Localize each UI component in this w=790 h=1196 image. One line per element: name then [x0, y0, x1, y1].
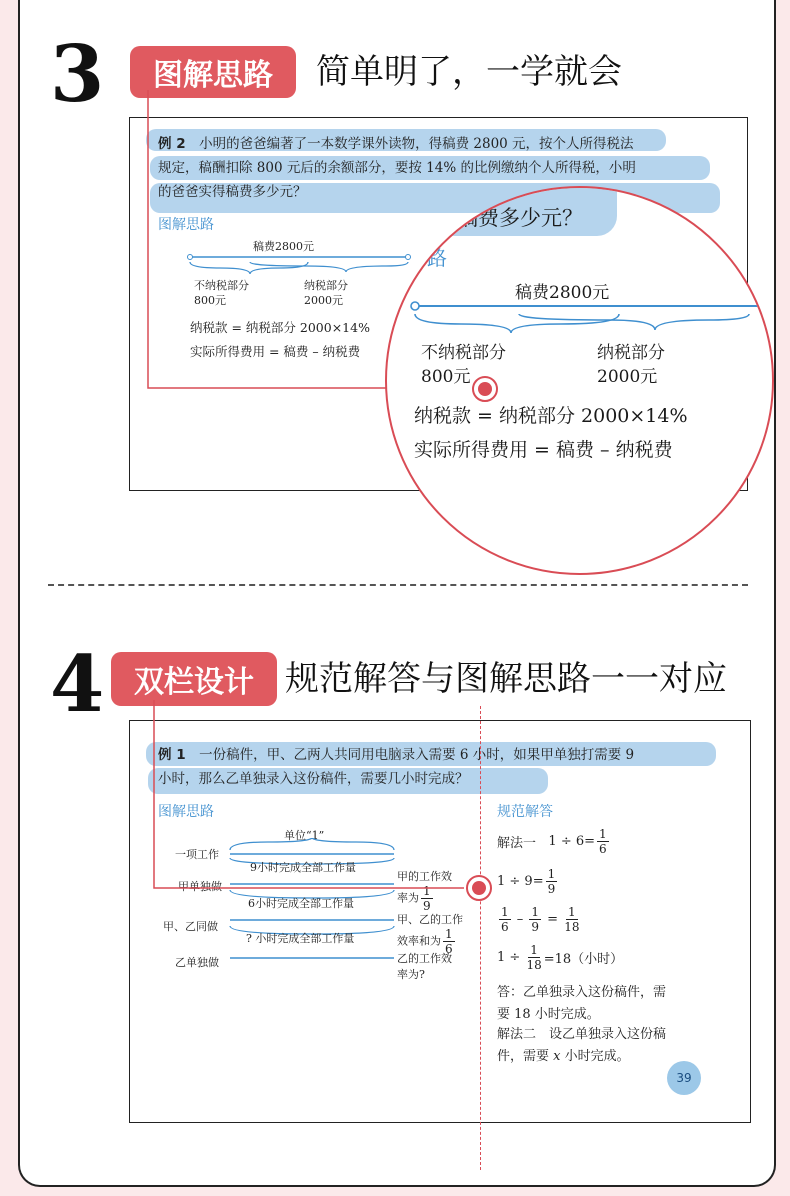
row-bar-label-unknown: ? 小时完成全部工作量 [246, 932, 355, 945]
solution-step-4: 1 ÷ $\frac{1}{18}$ =18（小时） [497, 943, 624, 972]
diagram-total-label: 稿费2800元 [253, 240, 314, 253]
zoom-left-label: 不纳税部分 [421, 343, 506, 363]
column-divider [480, 706, 481, 1170]
diagram-subheading: 图解思路 [158, 217, 214, 233]
example-line: 小明的爸爸编著了一本数学课外读物，得稿费 2800 元，按个人所得税法 [199, 136, 634, 152]
example-line: 的爸爸实得稿费多少元？ [158, 184, 307, 200]
zoom-subheading-fragment: 路 [427, 246, 447, 270]
zoom-pointer-dot-icon [471, 375, 499, 403]
solution-answer: 答：乙单独录入这份稿件，需 要 18 小时完成。 [497, 985, 667, 1022]
section-3-number: 3 [50, 29, 105, 120]
row-bar-label-6h: 6小时完成全部工作量 [248, 897, 354, 910]
zoom-question-fragment: 稿费多少元？ [457, 206, 583, 230]
right-segment-label: 纳税部分 [304, 279, 348, 292]
tag-connector-line [150, 700, 480, 895]
zoom-right-label: 纳税部分 [597, 343, 665, 363]
example-line: 小时，那么乙单独录入这份稿件，需要几小时完成？ [158, 771, 469, 787]
zoom-formula-tax: 纳税款 = 纳税部分 2000×14% [414, 405, 688, 427]
section-3-headline: 简单明了，一学就会 [316, 52, 622, 92]
zoom-magnifier [385, 186, 774, 575]
formula-tax: 纳税款 = 纳税部分 2000×14% [190, 320, 370, 335]
row-label-jia-alone: 甲单独做 [178, 880, 222, 893]
solution-step-3: $\frac{1}{6}$ – $\frac{1}{9}$ = $\frac{1}{18}$ [501, 905, 580, 934]
diagram-unit-label: 单位“1” [284, 829, 325, 842]
example-label: 例 1 [158, 747, 186, 763]
zoom-formula-net: 实际所得费用 = 稿费 – 纳税费 [414, 439, 673, 461]
solution-step-2: 1 ÷ 9= $\frac{1}{9}$ [497, 867, 556, 896]
section-4-headline: 规范解答与图解思路一一对应 [285, 659, 727, 699]
formula-net: 实际所得费用 = 稿费 – 纳税费 [190, 344, 361, 359]
note-combined-rate: 甲、乙的工作 效率和为 $\frac{1}{6}$ [397, 913, 463, 956]
section-3-tag: 图解思路 [130, 46, 296, 98]
zoom-left-value: 800元 [421, 367, 471, 387]
solution-step-1: 解法一 1 ÷ 6= $\frac{1}{6}$ [497, 827, 607, 856]
solution-method-2: 解法二 设乙单独录入这份稿 件，需要 x 小时完成。 [497, 1027, 667, 1064]
right-segment-value: 2000元 [304, 294, 343, 307]
row-label-together: 甲、乙同做 [163, 920, 218, 933]
section-4-tag: 双栏设计 [111, 652, 277, 706]
page-number-badge: 39 [667, 1061, 701, 1095]
row-label-yi-alone: 乙单独做 [175, 956, 219, 969]
row-bar-label-9h: 9小时完成全部工作量 [250, 861, 356, 874]
note-yi-rate: 乙的工作效 率为? [397, 952, 452, 981]
zoom-total-label: 稿费2800元 [515, 283, 610, 303]
note-jia-rate: 甲的工作效 率为 $\frac{1}{9}$ [397, 870, 452, 913]
pointer-dot-icon [465, 874, 493, 902]
left-segment-value: 800元 [194, 294, 226, 307]
example-line: 规定，稿酬扣除 800 元后的余额部分，要按 14% 的比例缴纳个人所得税，小明 [158, 160, 636, 176]
zoom-right-value: 2000元 [597, 367, 658, 387]
row-label-whole-work: 一项工作 [175, 848, 219, 861]
right-column-subheading: 规范解答 [497, 804, 553, 820]
left-segment-label: 不纳税部分 [194, 279, 249, 292]
example-label: 例 2 [158, 136, 186, 152]
example-line: 一份稿件，甲、乙两人共同用电脑录入需要 6 小时，如果甲单独打需要 9 [199, 747, 635, 763]
section-4-number: 4 [50, 639, 105, 730]
zoom-bracket-lines [409, 300, 774, 340]
left-column-subheading: 图解思路 [158, 804, 214, 820]
section-divider [48, 584, 748, 586]
